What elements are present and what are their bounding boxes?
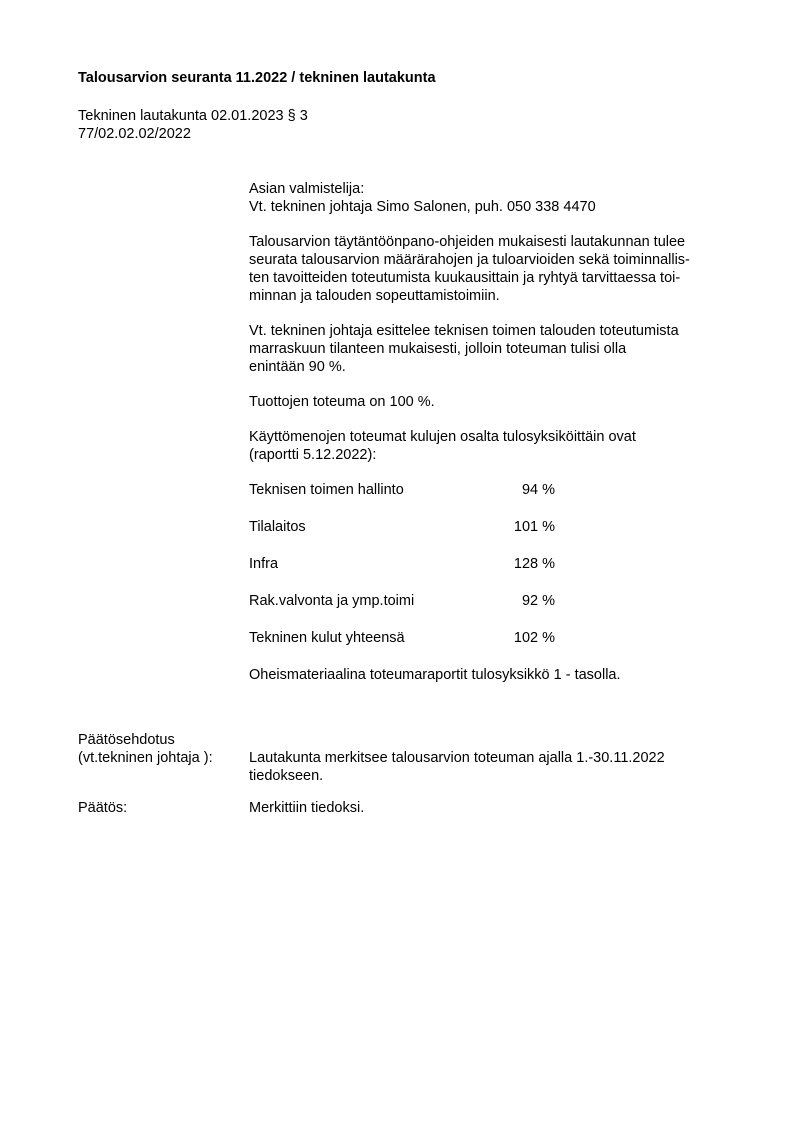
- unit-row: [249, 518, 749, 536]
- unit-value: 101 %: [513, 519, 555, 535]
- document-body: [249, 180, 749, 684]
- unit-row: [249, 481, 749, 499]
- unit-value: 102 %: [513, 630, 555, 646]
- unit-value: 92 %: [521, 593, 555, 609]
- record-number: 77/02.02.02/2022: [78, 126, 191, 142]
- proposal-author-label: (vt.tekninen johtaja ):: [78, 750, 213, 766]
- paragraph-line: seurata talousarvion määrärahojen ja tuloarvioiden sekä toiminnallis-: [249, 252, 690, 268]
- paragraph-line: Talousarvion täytäntöönpano-ohjeiden mukaisesti lautakunnan tulee: [249, 234, 686, 250]
- paragraph-line: minnan ja talouden sopeuttamistoimiin.: [249, 288, 500, 304]
- paragraph-line: Käyttömenojen toteumat kulujen osalta tulosyksiköittäin ovat: [249, 429, 636, 445]
- decision-label: Päätös:: [78, 800, 128, 816]
- proposal-heading-row: [78, 731, 758, 749]
- paragraph-guidelines: [249, 233, 749, 305]
- unit-row: [249, 555, 749, 573]
- unit-value: 94 %: [521, 482, 555, 498]
- paragraph-presentation: [249, 322, 749, 376]
- proposal-text-line: Lautakunta merkitsee talousarvion toteuman ajalla 1.-30.11.2022: [249, 750, 665, 766]
- meeting-info: [78, 107, 308, 143]
- preparer-name: Vt. tekninen johtaja Simo Salonen, puh. 050 338 4470: [249, 199, 596, 215]
- unit-label: Tekninen kulut yhteensä: [249, 630, 405, 646]
- paragraph-line: (raportti 5.12.2022):: [249, 447, 377, 463]
- unit-row: [249, 629, 749, 647]
- proposal-label: Päätösehdotus: [78, 732, 175, 748]
- paragraph-expenses-intro: [249, 428, 749, 464]
- decision-section: [78, 731, 758, 817]
- paragraph-revenue: Tuottojen toteuma on 100 %.: [249, 394, 435, 410]
- unit-label: Infra: [249, 556, 279, 572]
- proposal-text-line: tiedokseen.: [249, 768, 324, 784]
- preparer-label: Asian valmistelija:: [249, 181, 365, 197]
- proposal-text: [249, 749, 749, 785]
- paragraph-line: marraskuun tilanteen mukaisesti, jolloin toteuman tulisi olla: [249, 341, 627, 357]
- paragraph-line: ten tavoitteiden toteutumista kuukausittain ja ryhtyä tarvittaessa toi-: [249, 270, 681, 286]
- unit-label: Tilalaitos: [249, 519, 306, 535]
- decision-text: Merkittiin tiedoksi.: [249, 800, 365, 816]
- paragraph-line: Vt. tekninen johtaja esittelee teknisen toimen talouden toteutumista: [249, 323, 679, 339]
- decision-row: [78, 799, 758, 817]
- proposal-row: [78, 749, 758, 785]
- document-title: Talousarvion seuranta 11.2022 / tekninen lautakunta: [78, 70, 436, 86]
- unit-label: Rak.valvonta ja ymp.toimi: [249, 593, 415, 609]
- paragraph-line: enintään 90 %.: [249, 359, 346, 375]
- unit-table: [249, 481, 749, 647]
- attachment-note: Oheismateriaalina toteumaraportit tulosyksikkö 1 - tasolla.: [249, 667, 621, 683]
- meeting-line: Tekninen lautakunta 02.01.2023 § 3: [78, 108, 308, 124]
- unit-row: [249, 592, 749, 610]
- unit-label: Teknisen toimen hallinto: [249, 482, 404, 498]
- unit-value: 128 %: [513, 556, 555, 572]
